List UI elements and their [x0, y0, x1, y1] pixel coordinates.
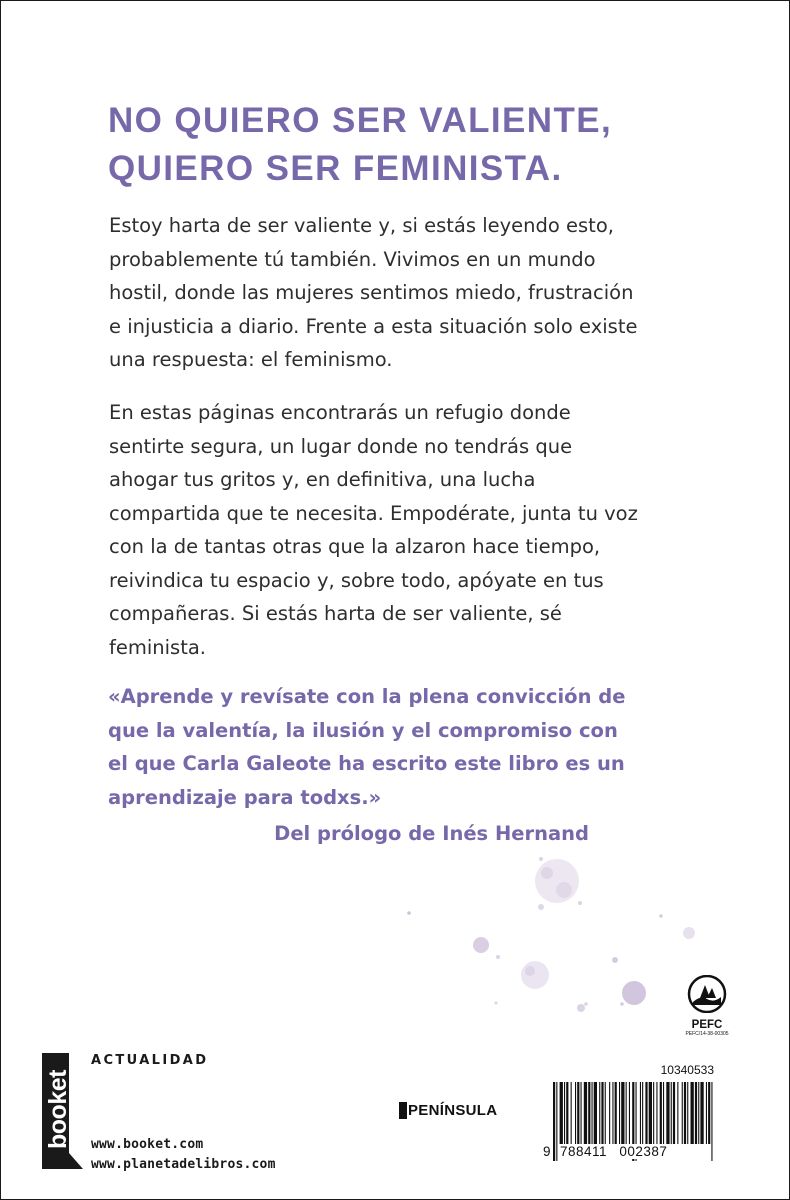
barcode-bar: [708, 1082, 710, 1144]
headline-line-1: NO QUIERO SER VALIENTE,: [108, 101, 613, 140]
stain-right: [622, 981, 646, 1005]
stain-large: [535, 859, 579, 903]
barcode-bar: [592, 1082, 593, 1144]
category-label: ACTUALIDAD: [91, 1053, 209, 1068]
barcode-bar: [629, 1082, 630, 1144]
barcode-bar: [663, 1082, 664, 1144]
barcode-bar: [599, 1082, 600, 1144]
publisher-name: PENÍNSULA: [408, 1101, 498, 1119]
barcode-bar: [571, 1082, 572, 1144]
website-links: [91, 1135, 276, 1175]
barcode-bar: [640, 1082, 641, 1144]
barcode-bar: [621, 1082, 624, 1144]
isbn-digits: [543, 1144, 718, 1159]
internal-code: 10340533: [660, 1063, 714, 1077]
booket-logo-text: booket: [44, 1070, 72, 1149]
barcode-bar: [695, 1082, 697, 1144]
barcode-bar: [564, 1082, 565, 1144]
barcode-bar: [612, 1082, 613, 1144]
watercolor-stain-decoration: [1, 1, 790, 1200]
barcode-bar: [615, 1082, 617, 1144]
barcode-bar: [684, 1082, 686, 1144]
synopsis-paragraph-2: En estas páginas encontrarás un refugio donde sentirte segura, un lugar donde no tendrás que ahogar tus gritos y, en definitiva, una lucha compartida que te necesita. Empodérate, junta tu voz con la de tantas otras que la alzaron hace tiempo, reivindica tu espacio y, sobre todo, apóyate en tus compañeras. Si estás harta de ser valiente, sé feminista.: [109, 401, 638, 659]
url-booket: www.booket.com: [91, 1137, 204, 1152]
barcode-bar: [605, 1082, 606, 1144]
barcode-bar: [609, 1082, 610, 1144]
stain-mid-small: [577, 1004, 585, 1012]
isbn-group-2: 002387: [619, 1144, 668, 1159]
barcode-bar: [642, 1082, 643, 1144]
quote-attribution: Del prólogo de Inés Hernand: [274, 822, 589, 845]
barcode-bar: [584, 1082, 587, 1144]
barcode-bar: [645, 1082, 647, 1144]
barcode-bar: [577, 1082, 579, 1144]
synopsis-paragraph-1: Estoy harta de ser valiente y, si estás leyendo esto, probablemente tú también. Vivimos en un mundo hostil, donde las mujeres sentimos miedo, frustración e injusticia a diario. Frente a esta situación solo existe una respuesta: el feminismo.: [109, 214, 638, 371]
barcode-bar: [677, 1082, 678, 1144]
pefc-tree-icon: [687, 975, 727, 1013]
isbn-group-1: 788411: [560, 1144, 608, 1159]
publisher-logo: [399, 1100, 497, 1120]
publisher-mark-icon: [399, 1102, 407, 1119]
booket-logo: [39, 1053, 83, 1169]
barcode-bar: [660, 1082, 662, 1144]
stain-small-left: [473, 937, 489, 953]
barcode-bar: [601, 1082, 603, 1144]
barcode-bar: [575, 1082, 576, 1144]
pefc-certification: [677, 975, 737, 1037]
barcode-bar: [666, 1082, 669, 1144]
barcode-bar: [671, 1082, 672, 1144]
pefc-name: PEFC: [691, 1019, 723, 1031]
stain-dot: [612, 957, 618, 963]
barcode-bar: [698, 1082, 699, 1144]
barcode-bar: [649, 1082, 652, 1144]
barcode-bar: [687, 1082, 688, 1144]
isbn-lead-digit: 9: [543, 1144, 552, 1159]
barcode-bar: [588, 1082, 590, 1144]
barcode-bar: [566, 1082, 568, 1144]
barcode-bar: [700, 1082, 703, 1144]
barcode-bar: [656, 1082, 657, 1144]
barcode-bar: [691, 1082, 694, 1144]
barcode-bar: [706, 1082, 707, 1144]
stain-medium: [521, 961, 549, 989]
barcode-bar: [581, 1082, 582, 1144]
headline-line-2: QUIERO SER FEMINISTA.: [108, 149, 563, 188]
barcode-bar: [619, 1082, 620, 1144]
url-planetadelibros: www.planetadelibros.com: [91, 1157, 276, 1172]
blurb-quote: «Aprende y revísate con la plena convicción de que la valentía, la ilusión y el compromiso con el que Carla Galeote ha escrito este libro es un aprendizaje para todxs.»: [108, 685, 626, 809]
barcode-bar: [653, 1082, 654, 1144]
barcode-bar: [594, 1082, 597, 1144]
barcode-bar: [560, 1082, 563, 1144]
barcode-bar: [673, 1082, 675, 1144]
pefc-code: PEFC/14-38-00305: [685, 1031, 729, 1037]
barcode-bar: [682, 1082, 683, 1144]
barcode-bar: [626, 1082, 627, 1144]
